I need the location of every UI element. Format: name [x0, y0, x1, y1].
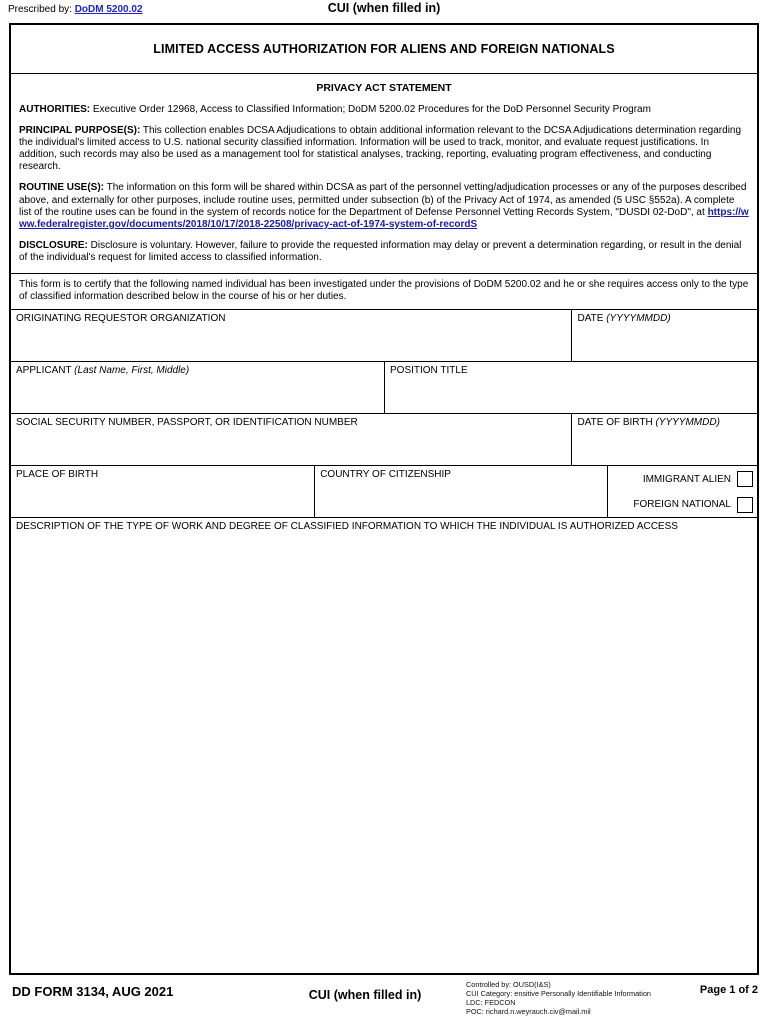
- field-label-dob-main: DATE OF BIRTH: [577, 417, 656, 429]
- field-label-description-of-work: DESCRIPTION OF THE TYPE OF WORK AND DEGREE OF CLASSIFIED INFORMATION TO WHICH THE INDIVIDUAL IS AUTHORIZED ACCESS: [16, 521, 678, 533]
- checkbox-immigrant-alien[interactable]: [737, 471, 753, 487]
- form-title-block: [11, 25, 757, 74]
- field-value-applicant[interactable]: [16, 377, 384, 387]
- prescribed-by-prefix: Prescribed by:: [8, 4, 75, 15]
- privacy-act-statement: [11, 74, 757, 274]
- cui-footer-banner: CUI (when filled in): [308, 988, 422, 1002]
- field-label-applicant: [16, 365, 384, 377]
- federal-register-link[interactable]: https://www.federalregister.gov/documents/2018/10/17/2018-22508/privacy-act-of-1974-system-of-recordS: [19, 206, 749, 230]
- field-ssn[interactable]: [11, 414, 571, 465]
- field-row-organization: [11, 310, 757, 362]
- field-date-of-birth[interactable]: [571, 414, 757, 465]
- field-label-date-main: DATE: [577, 313, 607, 325]
- field-value-originating-organization[interactable]: [16, 325, 571, 335]
- field-label-ssn: SOCIAL SECURITY NUMBER, PASSPORT, OR IDENTIFICATION NUMBER: [16, 417, 358, 429]
- field-label-originating-organization: ORIGINATING REQUESTOR ORGANIZATION: [16, 313, 226, 325]
- certification-text: This form is to certify that the following named individual has been investigated under the provisions of DoDM 5200.02 and he or she requires access only to the type of classified information described below in the course of his or her duties.: [19, 279, 749, 303]
- disclosure-text: Disclosure is voluntary. However, failure to provide the requested information may delay or prevent a determination regarding, or result in the denial of the individual's request for limited access to classified information.: [19, 239, 742, 263]
- prescribed-by: [8, 4, 143, 15]
- field-description-of-work[interactable]: [11, 518, 757, 946]
- field-value-ssn[interactable]: [16, 429, 571, 439]
- form-title: LIMITED ACCESS AUTHORIZATION FOR ALIENS AND FOREIGN NATIONALS: [153, 42, 615, 56]
- routine-use-paragraph: [19, 182, 749, 230]
- routine-use-text: The information on this form will be shared within DCSA as part of the personnel vetting/adjudication processes or any of the purposes described above, and externally for other purposes, include routine uses, permitted under subsection (b) of the Privacy Act of 1974, as amended (5 USC §552a). A complete list of the routine uses can be found in the system of records notice for the Department of Defense Personnel Vetting Records System, "DUSDI 02-DoD", at: [19, 182, 747, 218]
- field-value-description-of-work[interactable]: [16, 533, 757, 537]
- cui-header-banner: CUI (when filled in): [327, 1, 441, 15]
- privacy-act-heading: PRIVACY ACT STATEMENT: [316, 82, 452, 94]
- field-label-applicant-main: APPLICANT: [16, 365, 75, 377]
- field-label-date: [577, 313, 757, 325]
- cui-category-line: CUI Category: ensitive Personally Identifiable Information: [466, 989, 651, 998]
- field-place-of-birth[interactable]: [11, 466, 314, 517]
- page-number: Page 1 of 2: [699, 984, 758, 996]
- controlled-by-line: Controlled by: OUSD(I&S): [466, 980, 551, 989]
- field-position-title[interactable]: [384, 362, 757, 413]
- field-label-date-format: (YYYYMMDD): [606, 313, 671, 325]
- field-label-applicant-format: (Last Name, First, Middle): [74, 365, 190, 377]
- checkbox-label-immigrant-alien: IMMIGRANT ALIEN: [642, 473, 731, 485]
- field-country-of-citizenship[interactable]: [314, 466, 607, 517]
- field-value-place-of-birth[interactable]: [16, 481, 314, 491]
- authorities-paragraph: [19, 104, 749, 116]
- field-applicant[interactable]: [11, 362, 384, 413]
- checkbox-foreign-national[interactable]: [737, 497, 753, 513]
- routine-use-label: ROUTINE USE(S):: [19, 182, 104, 194]
- field-row-applicant: [11, 362, 757, 414]
- field-label-dob-format: (YYYYMMDD): [655, 417, 720, 429]
- field-alien-status-group: [607, 466, 757, 517]
- field-row-identification: [11, 414, 757, 466]
- ldc-line: LDC: FEDCON: [466, 998, 516, 1007]
- dodm-5200-02-link[interactable]: DoDM 5200.02: [74, 4, 143, 15]
- field-originating-organization[interactable]: [11, 310, 571, 361]
- certification-block: [11, 274, 757, 310]
- form-body: [9, 23, 759, 975]
- field-label-position-title: POSITION TITLE: [390, 365, 468, 377]
- field-value-date-of-birth[interactable]: [577, 429, 757, 439]
- field-row-birth-citizenship: [11, 466, 757, 518]
- form-footer: [0, 980, 768, 1026]
- top-banner: [0, 0, 768, 22]
- field-value-date[interactable]: [577, 325, 757, 335]
- checkbox-row-immigrant-alien[interactable]: [608, 466, 757, 492]
- field-date[interactable]: [571, 310, 757, 361]
- authorities-label: AUTHORITIES:: [19, 104, 91, 115]
- field-value-position-title[interactable]: [390, 377, 757, 387]
- checkbox-label-foreign-national: FOREIGN NATIONAL: [633, 499, 731, 511]
- principal-purpose-label: PRINCIPAL PURPOSE(S):: [19, 125, 141, 137]
- principal-purpose-paragraph: [19, 125, 749, 173]
- field-value-country-of-citizenship[interactable]: [320, 481, 607, 491]
- poc-line: POC: richard.n.weyrauch.civ@mail.mil: [466, 1007, 591, 1016]
- authorities-text: Executive Order 12968, Access to Classified Information; DoDM 5200.02 Procedures for the DoD Personnel Security Program: [90, 104, 651, 115]
- field-label-place-of-birth: PLACE OF BIRTH: [16, 469, 99, 481]
- field-label-country-of-citizenship: COUNTRY OF CITIZENSHIP: [320, 469, 451, 481]
- principal-purpose-text: This collection enables DCSA Adjudications to obtain additional information relevant to the DCSA Adjudications determination regarding the individual's limited access to U.S. national security classified information. Information will be used to track, monitor, and evaluate request justifications. In addition, such records may also be used as a management tool for statistical analyses, tracking, reporting, evaluating program effectiveness, and conducting research.: [19, 125, 742, 173]
- disclosure-paragraph: [19, 240, 749, 264]
- checkbox-row-foreign-national[interactable]: [608, 492, 757, 518]
- disclosure-label: DISCLOSURE:: [19, 239, 88, 251]
- field-label-date-of-birth: [577, 417, 757, 429]
- form-identifier: DD FORM 3134, AUG 2021: [12, 984, 174, 999]
- cui-control-markings: [466, 980, 651, 1016]
